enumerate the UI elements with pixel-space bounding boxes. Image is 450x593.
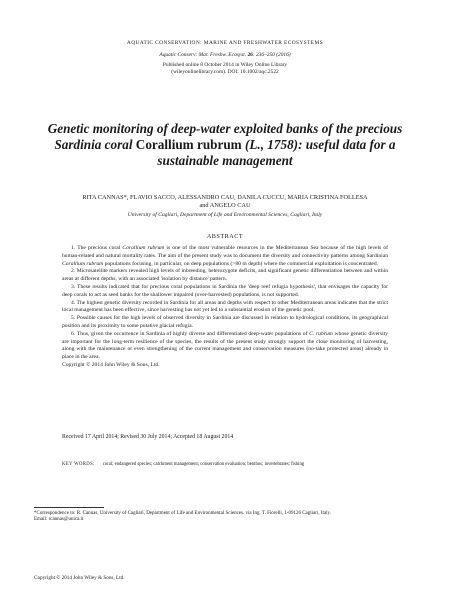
- journal-citation: [0, 52, 450, 58]
- abstract-text: 6. Thus, given the occurrence in Sardinia of highly diverse and differentiated deep-water populations of: [71, 330, 310, 337]
- keywords-text: coral; endangered species; catchment management; conservation evaluation; benthos; invertebrates; fishing: [102, 462, 305, 467]
- species-name: Corallium rubrum: [122, 245, 165, 251]
- abstract-text: is one of the most vulnerable resources in the Mediterranean Sea because of the high levels of human-related and natural mortality rates. The aim of the present study was to document the diversity and connectivity patterns among Sardinian: [62, 245, 388, 259]
- publication-info: [0, 62, 450, 76]
- species-name: C. rubrum: [309, 330, 333, 337]
- article-dates: Received 17 April 2014; Revised 30 July 2014; Accepted 18 August 2014: [62, 434, 234, 440]
- abstract-copyright: Copyright © 2014 John Wiley & Sons, Ltd.: [62, 361, 160, 368]
- citation-prefix: Aquatic Conserv: Mar. Freshw. Ecosyst.: [159, 52, 247, 58]
- published-line-1: Published online 8 October 2014 in Wiley Online Library: [162, 62, 288, 68]
- footnote-line-1: *Correspondence to: R. Cannas, University of Cagliari, Department of Life and Environmental Sciences. via Ing. T. Fiorelli, 1-09126 Cagliari, Italy.: [34, 511, 331, 516]
- footnote-email[interactable]: Email: rcannas@unica.it: [34, 517, 84, 523]
- journal-name: AQUATIC CONSERVATION: MARINE AND FRESHWATER ECOSYSTEMS: [126, 40, 324, 46]
- correspondence-footnote: [34, 511, 416, 524]
- abstract-body: [62, 245, 388, 370]
- published-line-2: (wileyonlinelibrary.com). DOI: 10.1002/aqc.2522: [171, 69, 279, 75]
- keywords-label: KEY WORDS:: [62, 462, 95, 467]
- species-name: Corallium rubrum: [62, 260, 104, 267]
- author-affiliation: University of Cagliari, Department of Life and Environmental Sciences, Cagliari, Italy: [127, 212, 323, 218]
- abstract-paragraph-2: 2. Microsatellite markers revealed high levels of inbreeding, heterozygote deficits, and significant genetic differentiation between and within areas at different depths, with an associated 'isolation by distance' pattern.: [62, 268, 388, 283]
- article-title: [30, 121, 420, 169]
- authors-line-2: and ANGELO CAU: [199, 202, 251, 209]
- title-part-2: (L., 1758): useful data for a sustainable management: [157, 137, 396, 168]
- keywords: [62, 462, 388, 467]
- title-part-1: Genetic monitoring of deep-water exploited banks of the precious Sardinia coral: [47, 121, 403, 152]
- abstract-paragraph-1: [62, 245, 388, 268]
- title-species: Corallium rubrum: [135, 137, 242, 152]
- author-list: [50, 194, 400, 210]
- abstract-paragraph-4: 4. The highest genetic diversity recorded in Sardinia for all areas and depths with respect to other Mediterranean areas indicates that the strict local management has been effective, since harvesting has not yet led to a substantial erosion of the genetic pool.: [62, 299, 388, 314]
- abstract-text: 1. The precious coral: [71, 245, 123, 251]
- abstract-text: populations focusing, in particular, on deep populations (>80 m depth) where the commercial exploitation is concentrated.: [103, 260, 379, 267]
- page-footer-copyright: Copyright © 2014 John Wiley & Sons, Ltd.: [34, 575, 125, 581]
- footnote-divider: [34, 507, 104, 508]
- authors-line-1: RITA CANNAS*, FLAVIO SACCO, ALESSANDRO CAU, DANILA CUCCU, MARIA CRISTINA FOLLESA: [82, 194, 368, 201]
- abstract-text: whose genetic diversity are important for the long-term resilience of the species, the results of the present study strongly support the close monitoring of harvesting, along with the maintenance or even strengthening of the current management and conservation measures (no-take protected areas) already in place in the area.: [62, 330, 388, 361]
- abstract-paragraph-6: [62, 331, 388, 362]
- abstract-paragraph-3: 3. These results indicated that for precious coral populations in Sardinia the 'deep reef refugia hypothesis', that envisages the capacity for deep corals to act as seed banks for the shallower impaired (over-harvested) populations, is not supported.: [62, 283, 388, 298]
- citation-volume: 26: [247, 52, 253, 58]
- abstract-heading: ABSTRACT: [206, 233, 244, 240]
- abstract-paragraph-5: 5. Possible causes for the high levels of observed diversity in Sardinia are discussed in relation to hydrological conditions, its geographical position and its proximity to some putative glacial refugia.: [62, 315, 388, 329]
- citation-pages: : 236–250 (2016): [252, 52, 291, 58]
